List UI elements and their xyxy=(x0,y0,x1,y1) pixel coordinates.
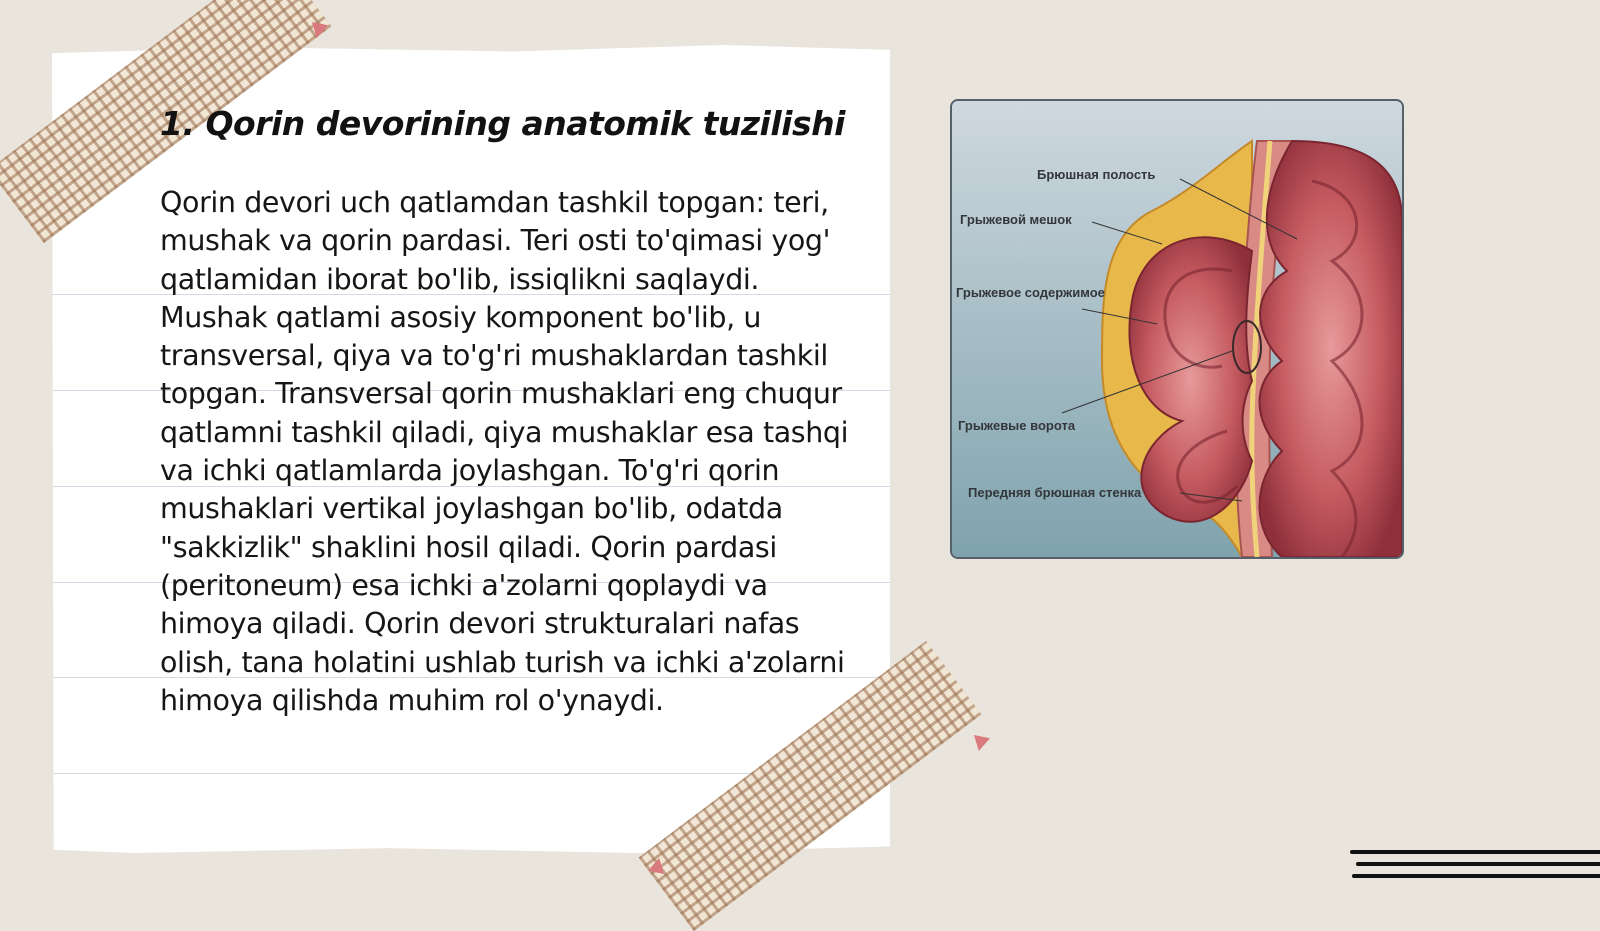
label-abdominal-cavity: Брюшная полость xyxy=(1037,167,1156,182)
hernia-diagram xyxy=(952,101,1402,557)
decorative-line xyxy=(1350,850,1600,854)
decorative-line xyxy=(1352,874,1600,878)
decorative-lines xyxy=(1350,848,1600,888)
label-hernia-gate: Грыжевые ворота xyxy=(958,418,1076,433)
slide-body-text: Qorin devori uch qatlamdan tashkil topgan: teri, mushak va qorin pardasi. Teri osti to'qimasi yog' qatlamidan iborat bo'lib, issiqlikni saqlaydi. Mushak qatlami asosiy komponent bo'lib, u transversal, qiya va to'g'ri mushaklardan tashkil topgan. Transversal qorin mushaklari eng chuqur qatlamni tashkil qiladi, qiya mushaklar esa tashqi va ichki qatlamlarda joylashgan. To'g'ri qorin mushaklari vertikal joylashgan bo'lib, odatda "sakkizlik" shaklini hosil qiladi. Qorin pardasi (peritoneum) esa ichki a'zolarni qoplaydi va himoya qiladi. Qorin devori strukturalari nafas olish, tana holatini ushlab turish va ichki a'zolarni himoya qilishda muhim rol o'ynaydi. xyxy=(160,186,849,717)
label-hernia-contents: Грыжевое содержимое xyxy=(956,285,1105,300)
label-anterior-abdominal-wall: Передняя брюшная стенка xyxy=(968,485,1142,500)
slide-title: 1. Qorin devorining anatomik tuzilishi xyxy=(160,104,845,143)
decorative-line xyxy=(1356,862,1600,866)
tape-pin-accent xyxy=(974,735,990,751)
label-hernia-sac: Грыжевой мешок xyxy=(960,212,1072,227)
hernia-illustration xyxy=(950,99,1404,559)
